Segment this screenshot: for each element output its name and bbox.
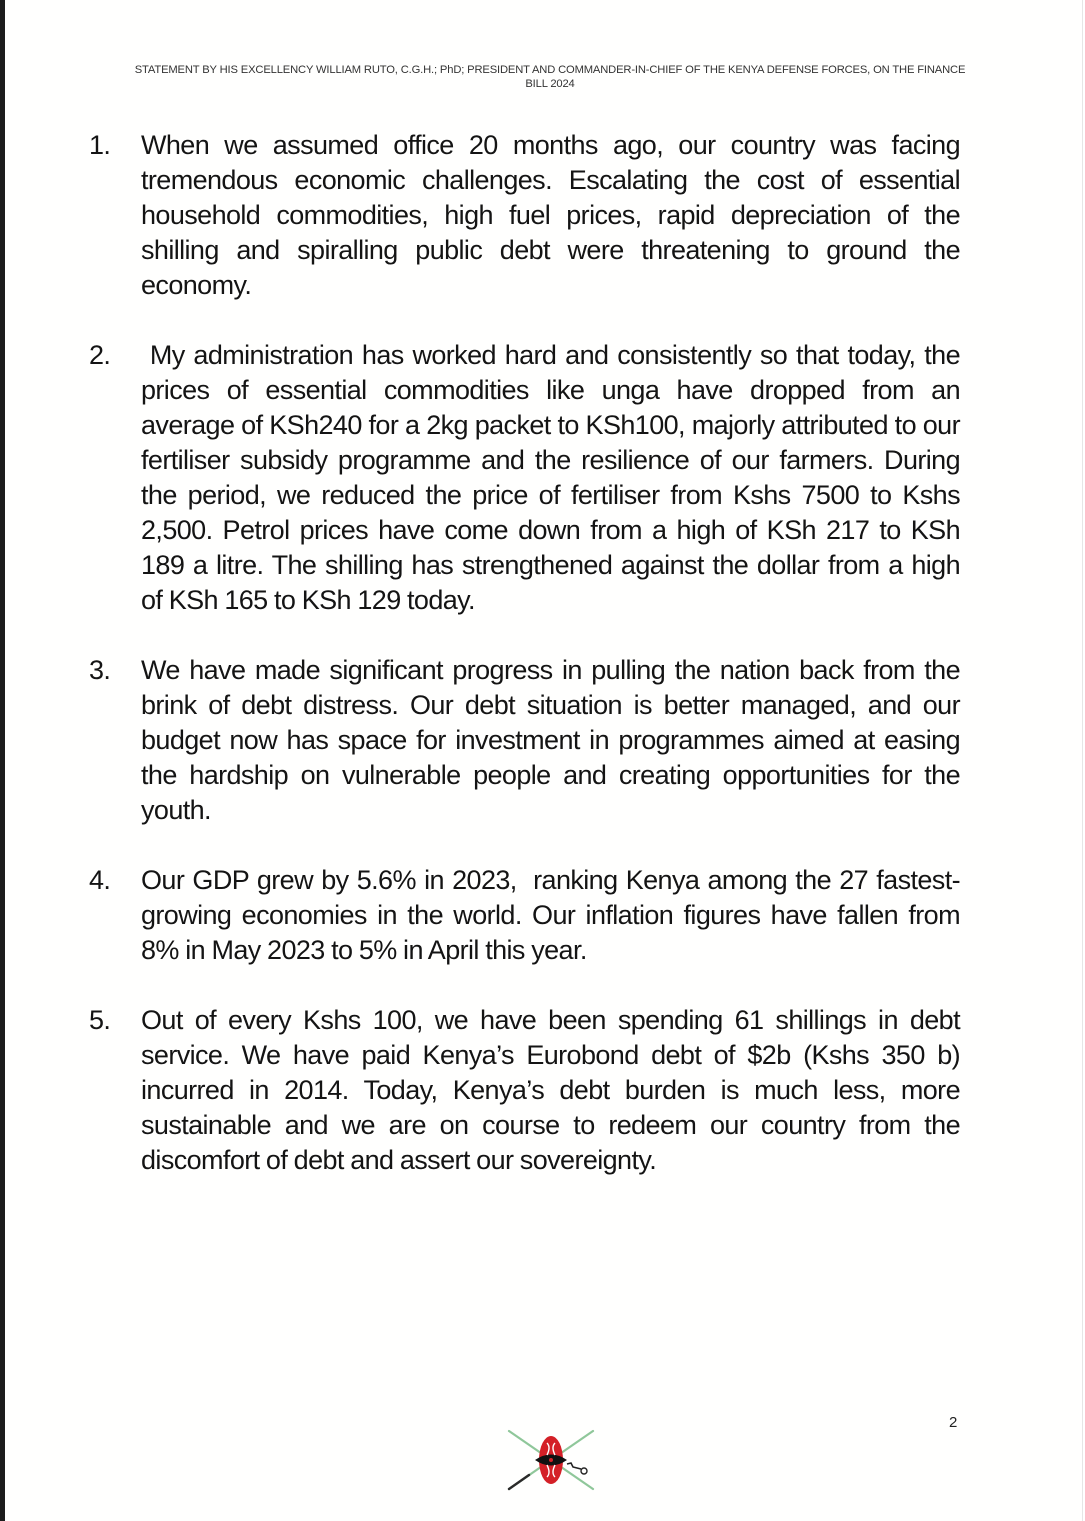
item-number: 5. (89, 1005, 111, 1035)
item-text: We have made significant progress in pulling the nation back from the brink of debt distress. Our debt situation is better managed, and our budget now has space for investment in programmes aimed at easing the hardship on vulnerable people and creating opportunities for the youth. (141, 655, 960, 825)
list-item (85, 863, 960, 968)
item-number: 3. (89, 655, 111, 685)
list-item (85, 128, 960, 303)
spear-butt-icon (509, 1475, 529, 1489)
item-text: Our GDP grew by 5.6% in 2023, ranking Kenya among the 27 fastest-growing economies in the world. Our inflation figures have fallen from 8% in May 2023 to 5% in April this year. (141, 865, 960, 965)
item-number: 1. (89, 130, 111, 160)
shield-icon (535, 1436, 567, 1484)
coat-of-arms-icon (505, 1425, 597, 1495)
list-item (85, 653, 960, 828)
viewer-right-edge (1082, 0, 1083, 1521)
item-number: 2. (89, 340, 111, 370)
item-text: When we assumed office 20 months ago, our country was facing tremendous economic challenges. Escalating the cost of essential household commodities, high fuel prices, rapid depreciation of the shilling and spiralling public debt were threatening to ground the economy. (141, 130, 960, 300)
list-item (85, 1003, 960, 1178)
item-number: 4. (89, 865, 111, 895)
document-header: STATEMENT BY HIS EXCELLENCY WILLIAM RUTO, C.G.H.; PhD; PRESIDENT AND COMMANDER-IN-CHIEF OF THE KENYA DEFENSE FORCES, ON THE FINANCE BILL 2024 (134, 64, 966, 90)
item-text: Out of every Kshs 100, we have been spending 61 shillings in debt service. We have paid Kenya’s Eurobond debt of $2b (Kshs 350 b) incurred in 2014. Today, Kenya’s debt burden is much less, more sustainable and we are on course to redeem our country from the discomfort of debt and assert our sovereignty. (141, 1005, 960, 1175)
numbered-list (85, 128, 960, 1213)
document-page (5, 0, 1082, 1521)
page-number: 2 (949, 1414, 958, 1431)
list-item (85, 338, 960, 618)
item-text: My administration has worked hard and consistently so that today, the prices of essential commodities like unga have dropped from an average of KSh240 for a 2kg packet to KSh100, majorly attributed to our fertiliser subsidy programme and the resilience of our farmers. During the period, we reduced the price of fertiliser from Kshs 7500 to Kshs 2,500. Petrol prices have come down from a high of KSh 217 to KSh 189 a litre. The shilling has strengthened against the dollar from a high of KSh 165 to KSh 129 today. (141, 340, 960, 615)
